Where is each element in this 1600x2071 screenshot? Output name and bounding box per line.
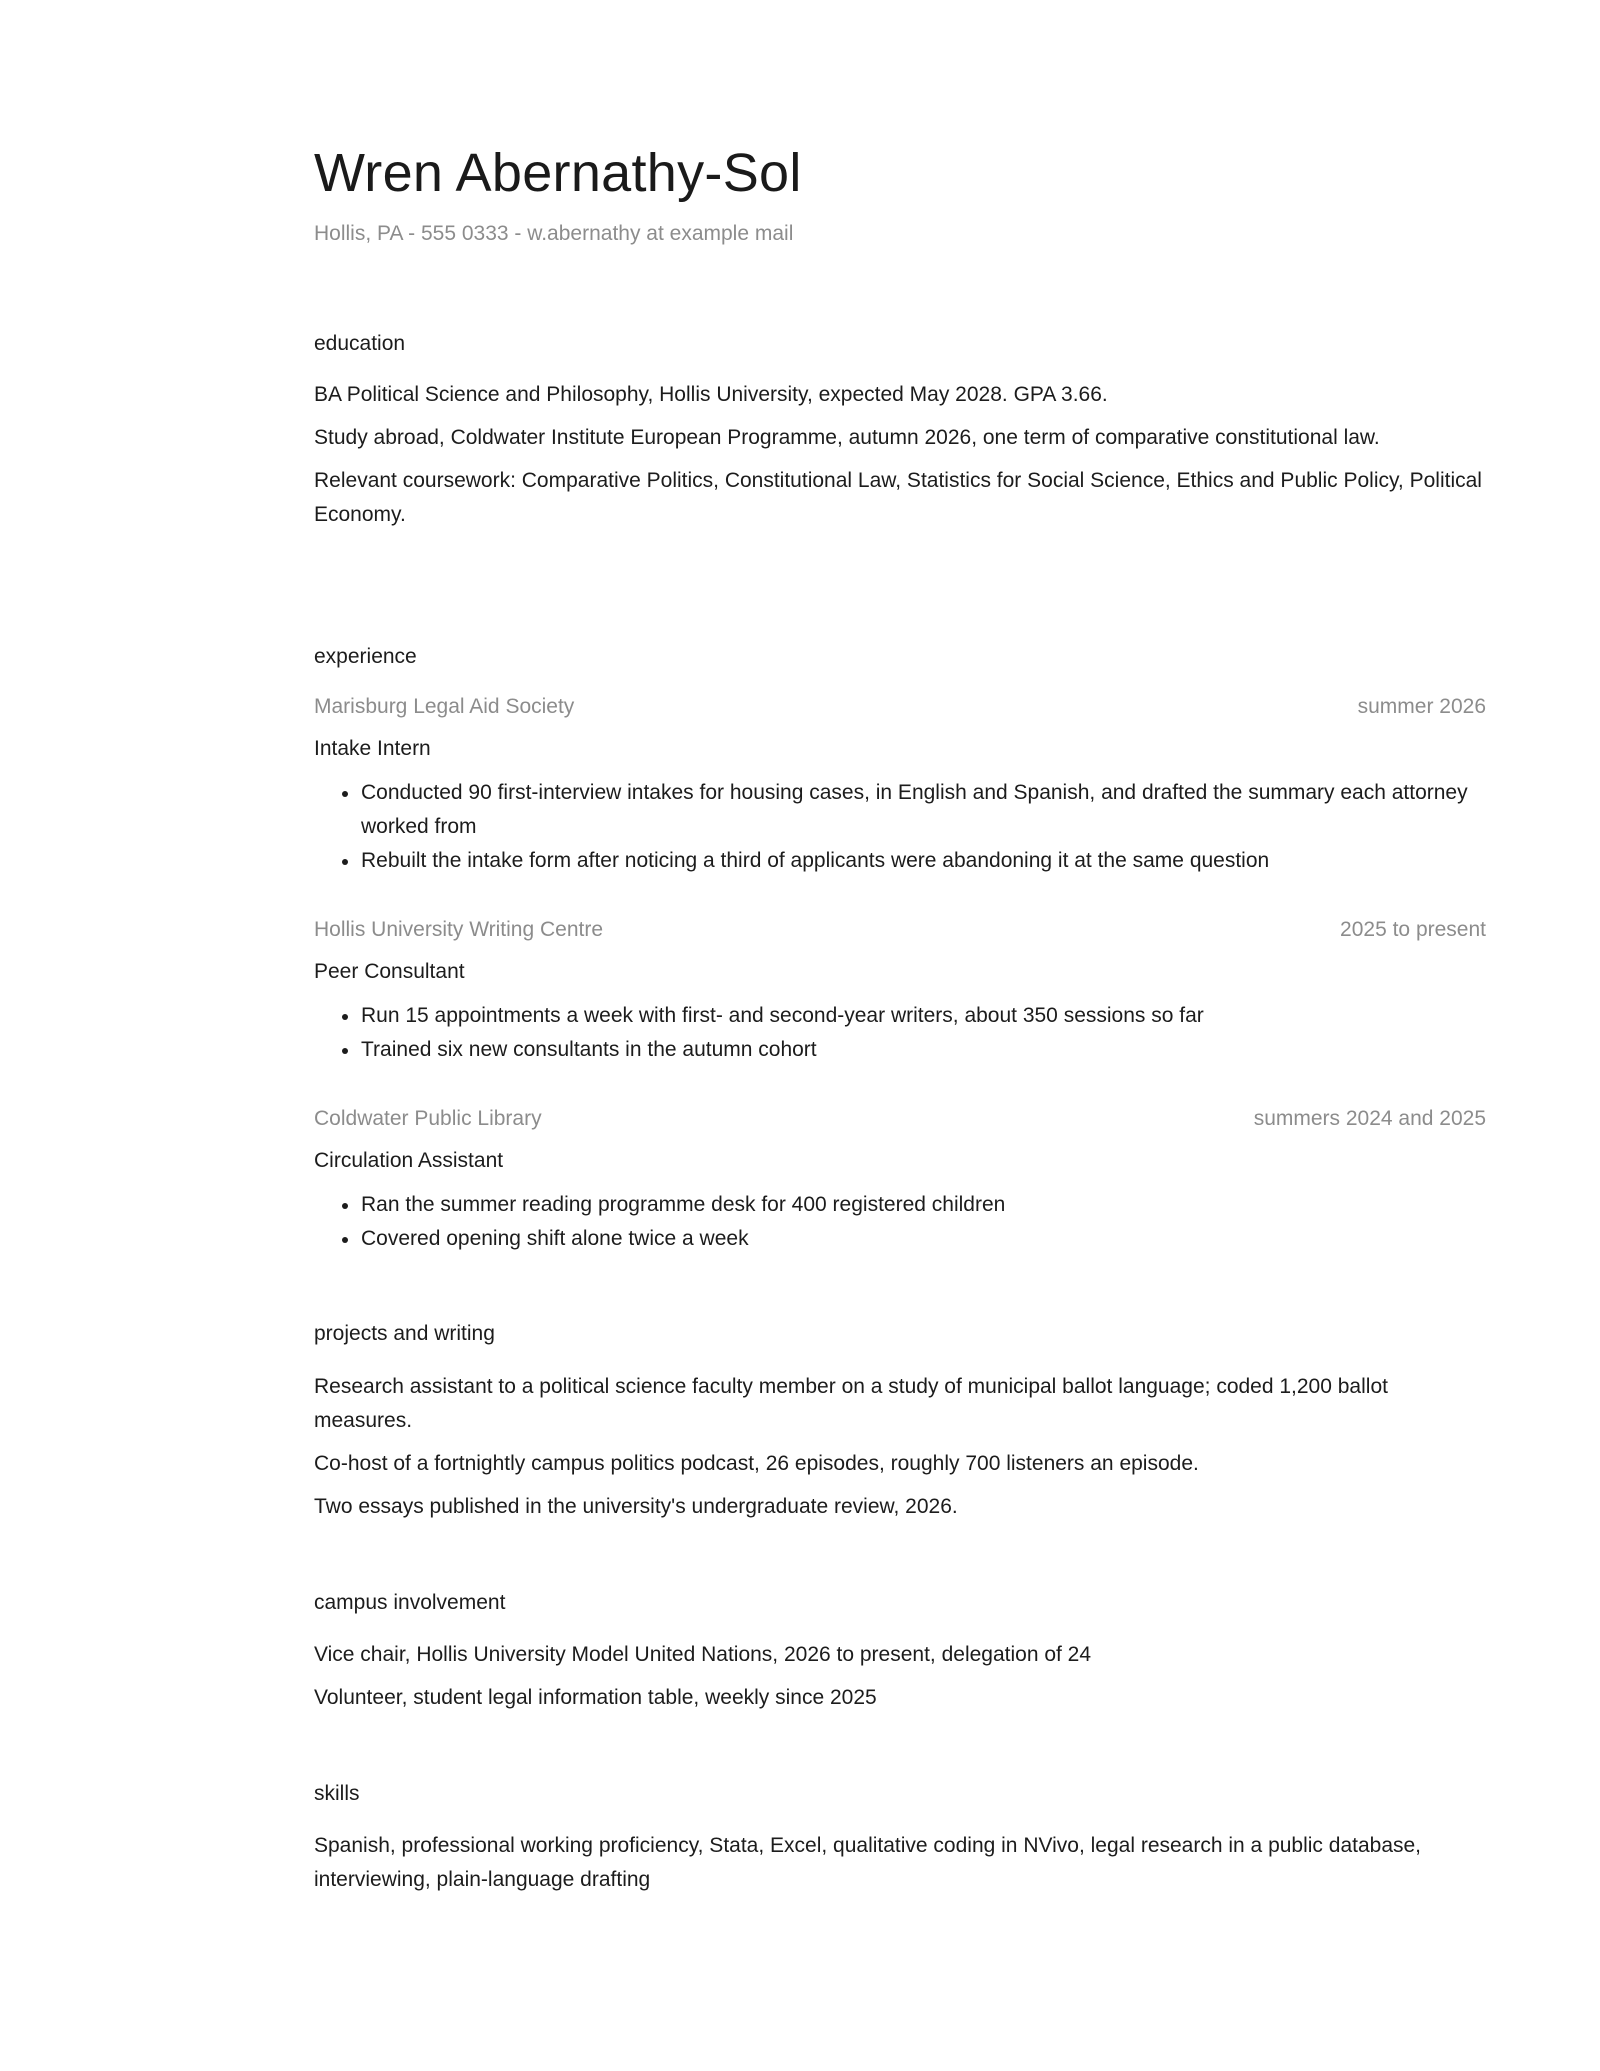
job-bullets xyxy=(314,1188,1486,1256)
job-bullet: Conducted 90 first-interview intakes for housing cases, in English and Spanish, and drafted the summary each attorney worked from xyxy=(361,776,1486,844)
job-bullet: Rebuilt the intake form after noticing a third of applicants were abandoning it at the same question xyxy=(361,844,1486,878)
project-item: Research assistant to a political science faculty member on a study of municipal ballot language; coded 1,200 ballot measures. xyxy=(314,1375,1388,1432)
job-bullet: Trained six new consultants in the autumn cohort xyxy=(361,1033,1486,1067)
education-degree: BA Political Science and Philosophy, Hollis University, expected May 2028. GPA 3.66. xyxy=(314,383,1108,406)
job-header xyxy=(314,1104,1486,1134)
campus-item: Vice chair, Hollis University Model United Nations, 2026 to present, delegation of 24 xyxy=(314,1643,1092,1666)
job-dates: summers 2024 and 2025 xyxy=(1253,1107,1486,1130)
job-role: Intake Intern xyxy=(314,737,431,760)
project-item: Two essays published in the university's undergraduate review, 2026. xyxy=(314,1495,958,1518)
job-header xyxy=(314,692,1486,722)
job-organization: Marisburg Legal Aid Society xyxy=(314,695,575,718)
job-bullet: Ran the summer reading programme desk for 400 registered children xyxy=(361,1188,1486,1222)
job-header xyxy=(314,915,1486,945)
job-bullets xyxy=(314,999,1486,1067)
education-study-abroad: Study abroad, Coldwater Institute European Programme, autumn 2026, one term of comparative constitutional law. xyxy=(314,426,1380,449)
project-item: Co-host of a fortnightly campus politics podcast, 26 episodes, roughly 700 listeners an episode. xyxy=(314,1452,1199,1475)
section-heading-campus: campus involvement xyxy=(314,1591,506,1614)
section-heading-education: education xyxy=(314,332,406,355)
job-bullets xyxy=(314,776,1486,878)
job-bullet: Covered opening shift alone twice a week xyxy=(361,1222,1486,1256)
job-role: Circulation Assistant xyxy=(314,1149,504,1172)
education-coursework: Relevant coursework: Comparative Politics, Constitutional Law, Statistics for Social Science, Ethics and Public Policy, Political Economy. xyxy=(314,469,1482,526)
campus-item: Volunteer, student legal information table, weekly since 2025 xyxy=(314,1686,877,1709)
candidate-name: Wren Abernathy-Sol xyxy=(314,143,802,203)
job-bullet: Run 15 appointments a week with first- and second-year writers, about 350 sessions so far xyxy=(361,999,1486,1033)
section-heading-skills: skills xyxy=(314,1782,360,1805)
job-dates: 2025 to present xyxy=(1340,918,1486,941)
job-organization: Coldwater Public Library xyxy=(314,1107,542,1130)
job-organization: Hollis University Writing Centre xyxy=(314,918,604,941)
section-heading-projects: projects and writing xyxy=(314,1322,495,1345)
section-heading-experience: experience xyxy=(314,645,417,668)
contact-line: Hollis, PA - 555 0333 - w.abernathy at example mail xyxy=(314,222,794,245)
skills-list: Spanish, professional working proficiency, Stata, Excel, qualitative coding in NVivo, legal research in a public database, interviewing, plain-language drafting xyxy=(314,1834,1422,1891)
job-role: Peer Consultant xyxy=(314,960,465,983)
job-dates: summer 2026 xyxy=(1357,695,1486,718)
